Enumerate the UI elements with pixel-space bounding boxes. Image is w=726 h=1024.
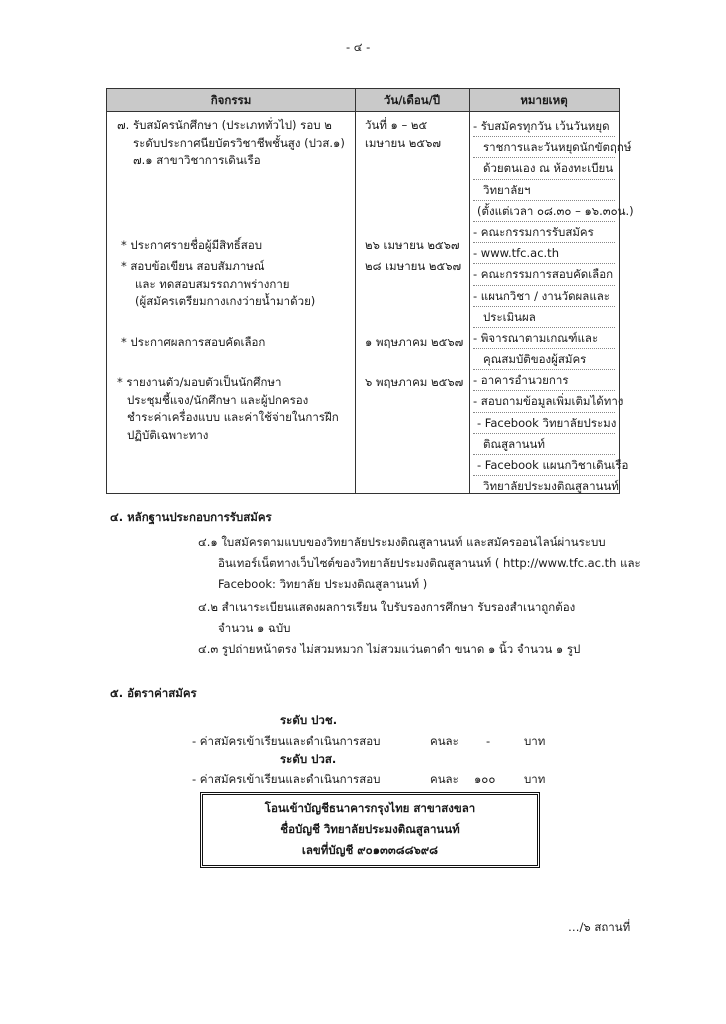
activity-line: (ผู้สมัครเตรียมกางเกงว่ายน้ำมาด้วย) <box>135 294 316 308</box>
activity-item <box>121 334 265 352</box>
currency-unit: บาท <box>524 734 546 748</box>
activity-item <box>121 237 262 255</box>
bank-account-name: ชื่อบัญชี วิทยาลัยประมงติณสูลานนท์ <box>280 822 460 836</box>
fee-label: - ค่าสมัครเข้าเรียนและดำเนินการสอบ <box>192 772 381 786</box>
column-divider <box>469 89 470 493</box>
per-person-label: คนละ <box>430 772 459 786</box>
date-item <box>365 117 441 152</box>
activity-line: * รายงานตัว/มอบตัวเป็นนักศึกษา <box>117 375 282 389</box>
remark-line: วิทยาลัยประมงติณสูลานนท์ <box>483 479 619 494</box>
remark-line: คุณสมบัติของผู้สมัคร <box>473 349 615 370</box>
section-4-title: ๔. หลักฐานประกอบการรับสมัคร <box>110 510 272 524</box>
header-remarks: หมายเหตุ <box>520 93 568 107</box>
remark-line: - สอบถามข้อมูลเพิ่มเติมได้ทาง <box>473 391 615 412</box>
page-number: - ๔ - <box>346 40 371 54</box>
remark-line: - Facebook วิทยาลัยประมง <box>473 413 615 434</box>
remark-line: ด้วยตนเอง ณ ห้องทะเบียน <box>473 158 615 179</box>
section-5-title: ๕. อัตราค่าสมัคร <box>110 686 197 700</box>
activity-line: ระดับประกาศนียบัตรวิชาชีพชั้นสูง (ปวส.๑) <box>133 135 345 150</box>
date-item: ๒๖ เมษายน ๒๕๖๗ <box>365 238 460 252</box>
date-line: วันที่ ๑ – ๒๕ <box>365 118 428 132</box>
section-4-line: ๔.๑ ใบสมัครตามแบบของวิทยาลัยประมงติณสูลานนท์ และสมัครออนไลน์ผ่านระบบ <box>198 535 606 549</box>
fee-amount: ๑๐๐ <box>474 772 496 786</box>
header-date: วัน/เดือน/ปี <box>383 93 441 107</box>
fee-level-vocational: ระดับ ปวช. <box>280 713 338 727</box>
date-item: ๑ พฤษภาคม ๒๕๖๗ <box>365 335 464 349</box>
section-4-line: ๔.๓ รูปถ่ายหน้าตรง ไม่สวมหมวก ไม่สวมแว่นตาดำ ขนาด ๑ นิ้ว จำนวน ๑ รูป <box>198 642 581 656</box>
remark-line: - www.tfc.ac.th <box>473 243 615 264</box>
remark-line: - คณะกรรมการสอบคัดเลือก <box>473 264 615 285</box>
activity-line: ประชุมชี้แจง/นักศึกษา และผู้ปกครอง <box>127 392 309 407</box>
bank-line: โอนเข้าบัญชีธนาคารกรุงไทย สาขาสงขลา <box>264 801 476 815</box>
date-item: ๒๘ เมษายน ๒๕๖๗ <box>365 259 462 273</box>
activity-item <box>117 374 339 444</box>
section-4-line: Facebook: วิทยาลัย ประมงติณสูลานนท์ ) <box>218 577 428 591</box>
remark-line: - Facebook แผนกวิชาเดินเรือ <box>473 455 615 476</box>
section-4-line: จำนวน ๑ ฉบับ <box>218 621 291 635</box>
remark-line: - พิจารณาตามเกณฑ์และ <box>473 328 615 349</box>
activity-item <box>121 258 315 311</box>
remark-line: วิทยาลัยฯ <box>473 180 615 201</box>
activity-line: * ประกาศผลการสอบคัดเลือก <box>121 335 266 349</box>
activity-line: * สอบข้อเขียน สอบสัมภาษณ์ <box>121 259 265 273</box>
activity-line: ชำระค่าเครื่องแบบ และค่าใช้จ่ายในการฝึก <box>127 410 339 424</box>
fee-label: - ค่าสมัครเข้าเรียนและดำเนินการสอบ <box>192 734 381 748</box>
section-4-line: อินเทอร์เน็ตทางเว็บไซต์ของวิทยาลัยประมงติณสูลานนท์ ( http://www.tfc.ac.th และ <box>218 556 641 570</box>
schedule-table <box>106 88 634 494</box>
continuation-note: …/๖ สถานที่ <box>568 920 631 934</box>
activity-line: ปฏิบัติเฉพาะทาง <box>127 427 209 442</box>
date-item: ๖ พฤษภาคม ๒๕๖๗ <box>365 375 464 389</box>
section-4-line: ๔.๒ สำเนาระเบียนแสดงผลการเรียน ใบรับรองการศึกษา รับรองสำเนาถูกต้อง <box>198 600 576 614</box>
per-person-label: คนละ <box>430 734 459 748</box>
remark-line: ราชการและวันหยุดนักขัตฤกษ์ <box>473 137 615 158</box>
remark-line: - คณะกรรมการรับสมัคร <box>473 222 615 243</box>
currency-unit: บาท <box>524 772 546 786</box>
bank-account-number: เลขที่บัญชี ๙๐๑๓๓๘๘๖๙๘ <box>301 843 439 857</box>
activity-item <box>117 117 345 170</box>
bank-account-box <box>200 792 540 868</box>
fee-amount: - <box>486 734 491 748</box>
activity-line: ๗.๑ สาขาวิชาการเดินเรือ <box>133 153 261 167</box>
activity-line: ๗. รับสมัครนักศึกษา (ประเภททั่วไป) รอบ ๒ <box>117 118 332 132</box>
column-divider <box>355 89 356 493</box>
remark-line: ติณสูลานนท์ <box>473 434 615 455</box>
remark-line: ประเมินผล <box>473 307 615 328</box>
remark-line: - รับสมัครทุกวัน เว้นวันหยุด <box>473 116 615 137</box>
remark-line: - อาคารอำนวยการ <box>473 370 615 391</box>
activity-line: และ ทดสอบสมรรถภาพร่างกาย <box>135 276 290 291</box>
header-activity: กิจกรรม <box>210 93 252 107</box>
remark-line: - แผนกวิชา / งานวัดผลและ <box>473 286 615 307</box>
activity-line: * ประกาศรายชื่อผู้มีสิทธิ์สอบ <box>121 238 263 252</box>
remark-line: (ตั้งแต่เวลา ๐๘.๓๐ – ๑๖.๓๐น.) <box>473 201 615 222</box>
fee-level-diploma: ระดับ ปวส. <box>280 752 337 766</box>
date-line: เมษายน ๒๕๖๗ <box>365 135 442 150</box>
remarks-list <box>473 116 634 496</box>
